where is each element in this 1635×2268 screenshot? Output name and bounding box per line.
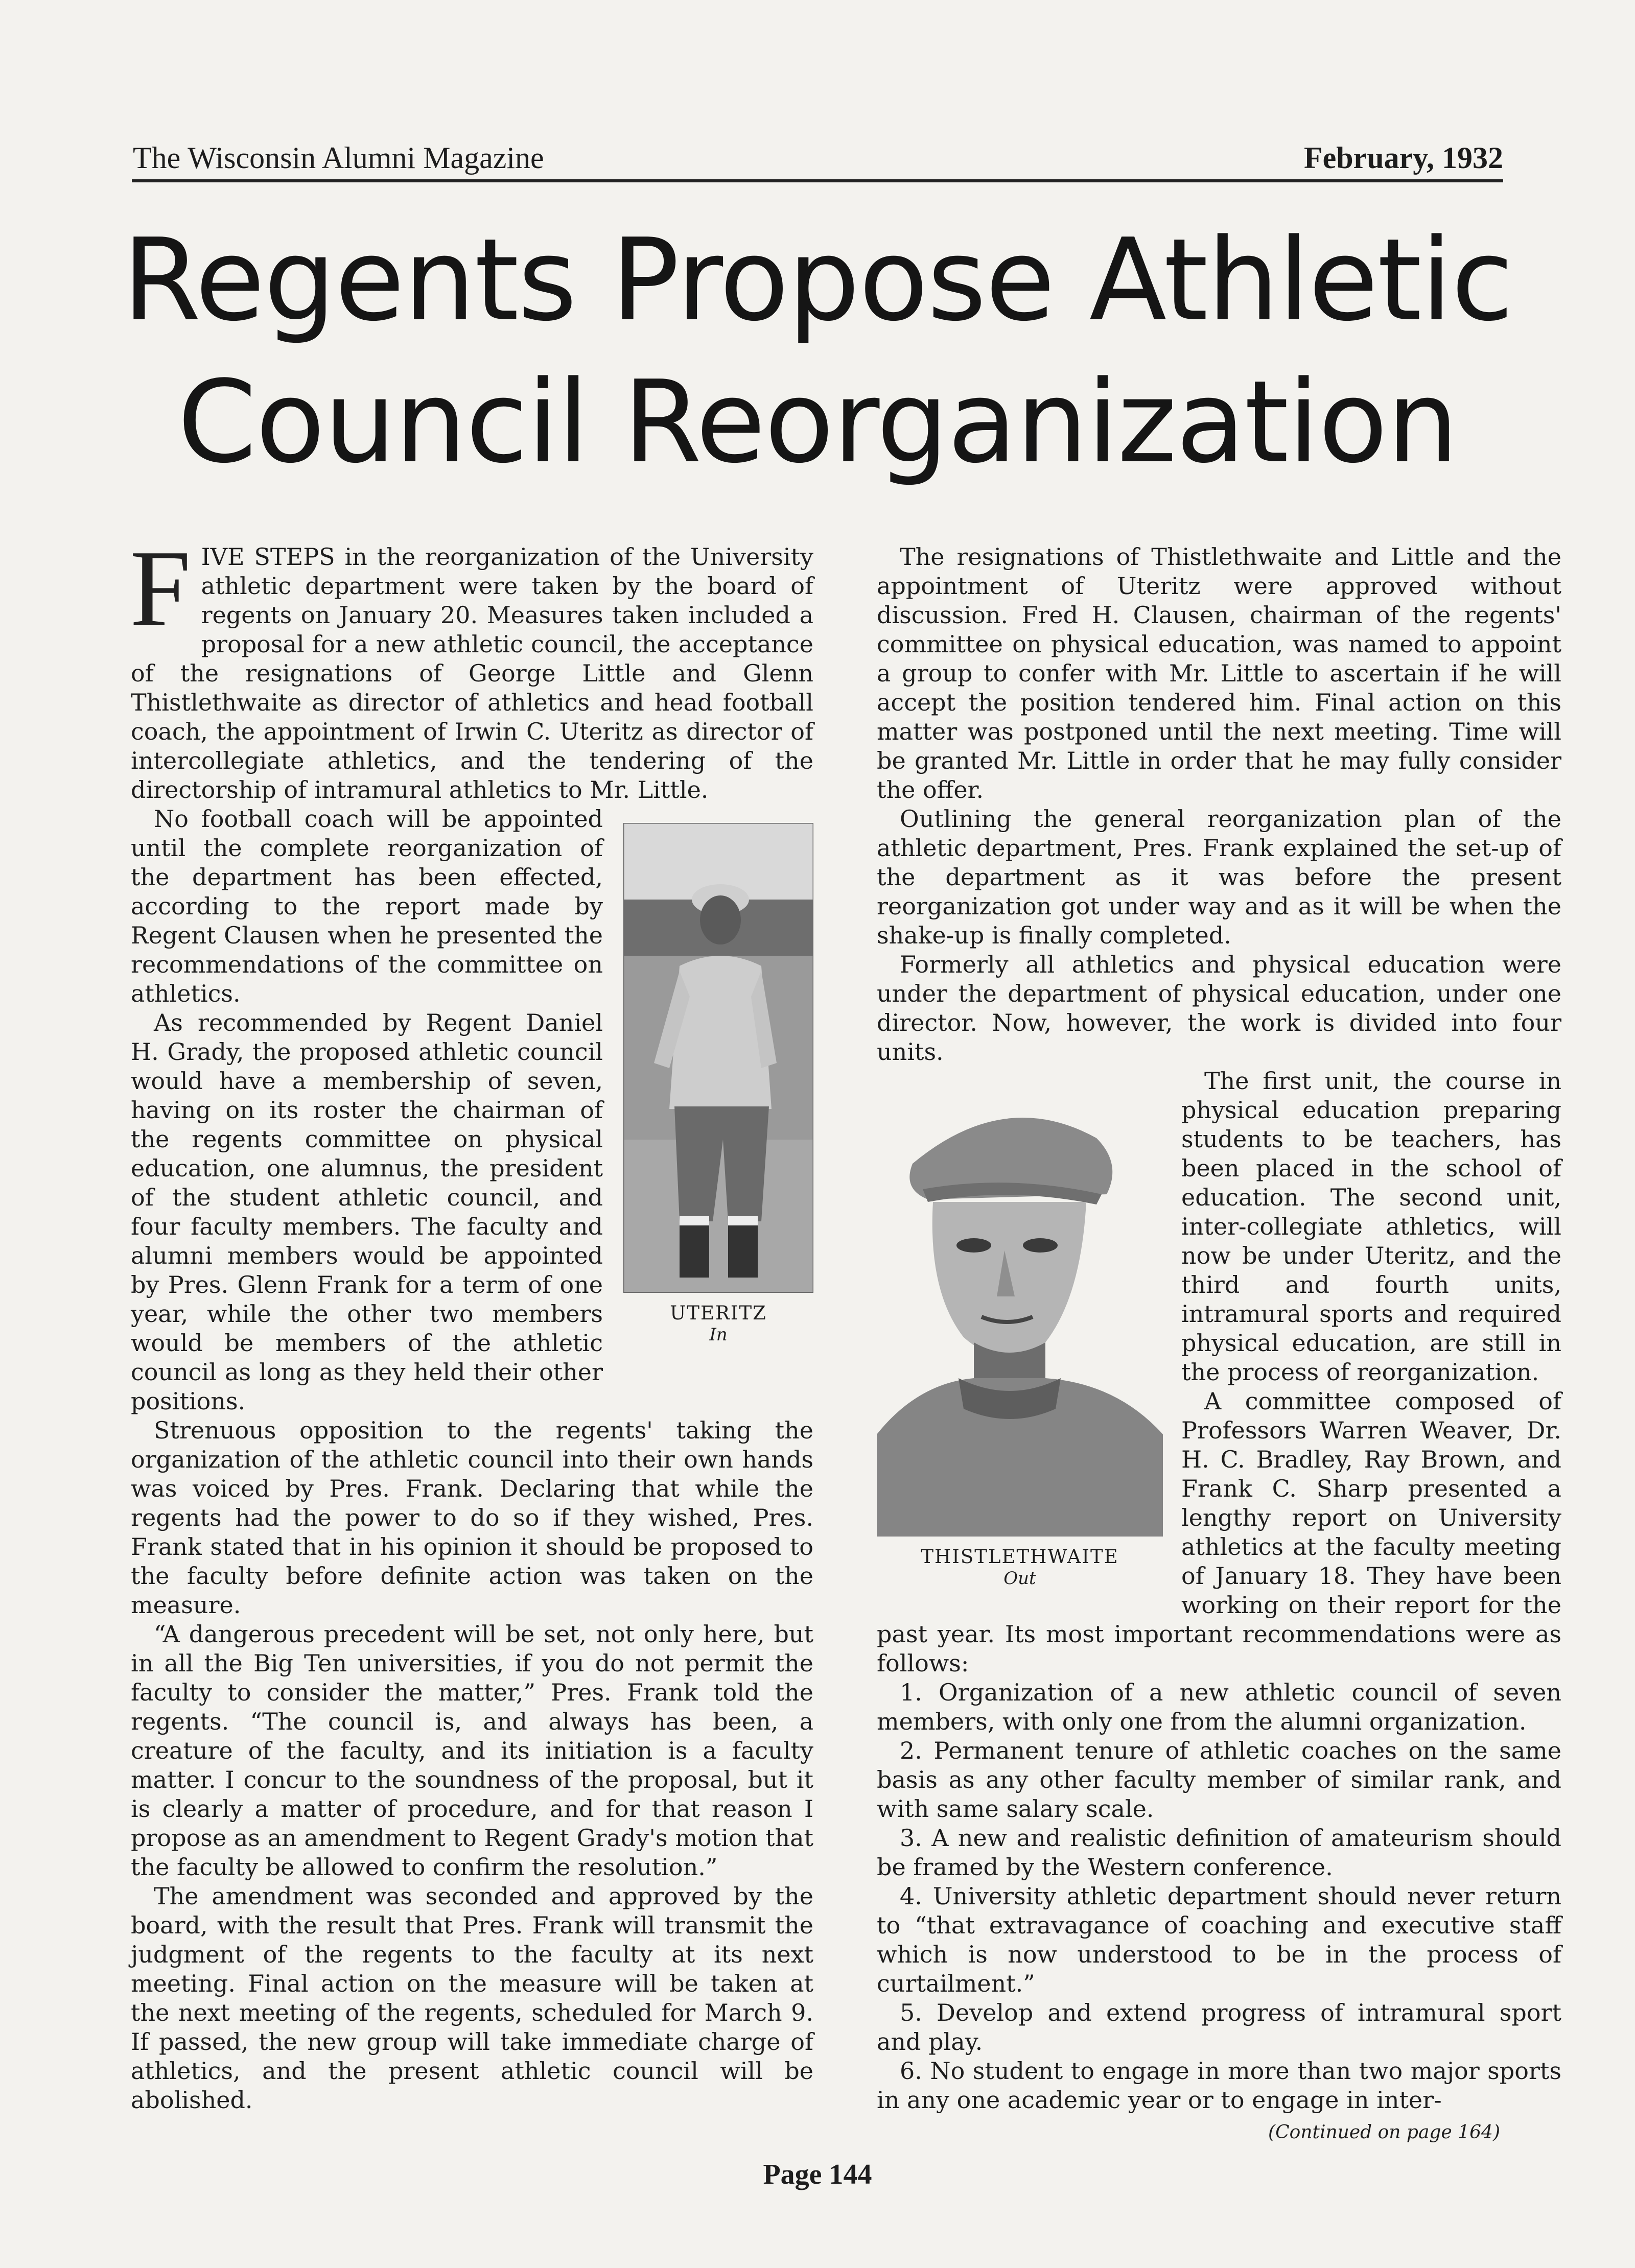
publication-title: The Wisconsin Alumni Magazine [133,141,544,175]
page-number: Page 144 [763,2159,872,2190]
headline-line-2: Council Reorganization [177,357,1458,488]
issue-date: February, 1932 [1304,141,1503,175]
left-paragraph-2: No football coach will be appointed until the complete reorganization of the department has been effected, according to the report made by Regent Clausen when he presented the recommendations of the committee on athletics. [131,805,603,1007]
right-column [877,542,1561,2145]
left-paragraph-6: The amendment was seconded and approved by the board, with the result that Pres. Frank will transmit the judgment of the regents to the faculty at its next meeting. Final action on the measure will be taken at the next meeting of the regents, scheduled for March 9. If passed, the new group will take immediate charge of athletics, and the present athletic council will be abolished. [131,1882,813,2114]
thistlethwaite-caption: THISTLETHWAITE [921,1546,1119,1568]
left-paragraph-3: As recommended by Regent Daniel H. Grady, the proposed athletic council would have a membership of seven, having on its roster the chairman of the regents committee on physical education, one alumnus, the president of the student athletic council, and four faculty members. The faculty and alumni members would be appointed by Pres. Glenn Frank for a term of one year, while the other two members would be members of the athletic council as long as they held their other positions. [131,1009,603,1415]
headline-line-1: Regents Propose Athletic [122,215,1513,346]
left-column [130,527,813,2115]
right-paragraph-2: Outlining the general reorganization plan of the athletic department, Pres. Frank explained the set-up of the department as it was before the present reorganization got under way and as it will be when the shake-up is finally completed. [877,805,1561,949]
left-paragraph-4: Strenuous opposition to the regents' taking the organization of the athletic council into their own hands was voiced by Pres. Frank. Declaring that while the regents had the power to do so if they wished, Pres. Frank stated that in his opinion it should be proposed to the faculty before definite action was taken on the measure. [131,1416,813,1619]
article-headline [0,209,1635,493]
recommendation-6: 6. No student to engage in more than two major sports in any one academic year or to engage in inter- [877,2057,1561,2114]
right-paragraph-3: Formerly all athletics and physical education were under the department of physical education, under one director. Now, however, the work is divided into four units. [877,951,1561,1066]
thistlethwaite-status: Out [1003,1568,1036,1589]
recommendation-1: 1. Organization of a new athletic council of seven members, with only one from the alumni organization. [877,1679,1561,1735]
uteritz-figure [623,823,813,1362]
recommendation-4: 4. University athletic department should never return to “that extravagance of coaching and executive staff which is now understood to be in the process of curtailment.” [877,1882,1561,1997]
recommendation-5: 5. Develop and extend progress of intramural sport and play. [877,1999,1561,2056]
uteritz-portrait-image [623,823,813,1293]
thistlethwaite-figure [877,1077,1163,1595]
uteritz-status: In [709,1325,728,1345]
thistlethwaite-photo [877,1077,1163,1537]
right-paragraph-1: The resignations of Thistlethwaite and Little and the appointment of Uteritz were approved without discussion. Fred H. Clausen, chairman of the regents' committee on physical education, was named to appoint a group to confer with Mr. Little to ascertain if he will accept the position tendered him. Final action on this matter was postponed until the next meeting. Time will be granted Mr. Little in order that he may fully consider the offer. [877,543,1561,804]
drop-cap: F [130,527,191,649]
left-paragraph-5: “A dangerous precedent will be set, not only here, but in all the Big Ten universities, if you do not permit the faculty to consider the matter,” Pres. Frank told the regents. “The council is, and always has been, a creature of the faculty, and its initiation is a faculty matter. I concur to the soundness of the proposal, but it is clearly a matter of procedure, and for that reason I propose as an amendment to Regent Grady's motion that the faculty be allowed to confirm the resolution.” [131,1620,813,1881]
recommendation-3: 3. A new and realistic definition of amateurism should be framed by the Western conference. [877,1824,1561,1881]
thistlethwaite-portrait-image [877,1077,1163,1537]
header-rule [132,179,1503,182]
right-paragraph-5: A committee composed of Professors Warren Weaver, Dr. H. C. Bradley, Ray Brown, and Frank C. Sharp presented a lengthy report on University athletics at the faculty meeting of January 18. They have been working on their report for the past year. Its most important recommendations were as follows: [877,1387,1561,1677]
uteritz-caption: UTERITZ [670,1302,767,1324]
uteritz-photo [623,823,813,1293]
continued-note: (Continued on page 164) [1268,2122,1500,2143]
right-paragraph-4: The first unit, the course in physical education preparing students to be teachers, has been placed in the school of education. The second unit, inter-collegiate athletics, will now be under Uteritz, and the third and fourth units, intramural sports and required physical education, are still in the process of reorganization. [1181,1067,1561,1386]
recommendation-2: 2. Permanent tenure of athletic coaches on the same basis as any other faculty member of similar rank, and with same salary scale. [877,1737,1561,1823]
left-paragraph-1 [130,527,813,805]
left-paragraph-1-text: IVE STEPS in the reorganization of the University athletic department were taken by the board of regents on January 20. Measures taken included a proposal for a new athletic council, the acceptance of the resignations of George Little and Glenn Thistlethwaite as director of athletics and head football coach, the appointment of Irwin C. Uteritz as director of intercollegiate athletics, and the tendering of the directorship of intramural athletics to Mr. Little. [131,543,813,804]
